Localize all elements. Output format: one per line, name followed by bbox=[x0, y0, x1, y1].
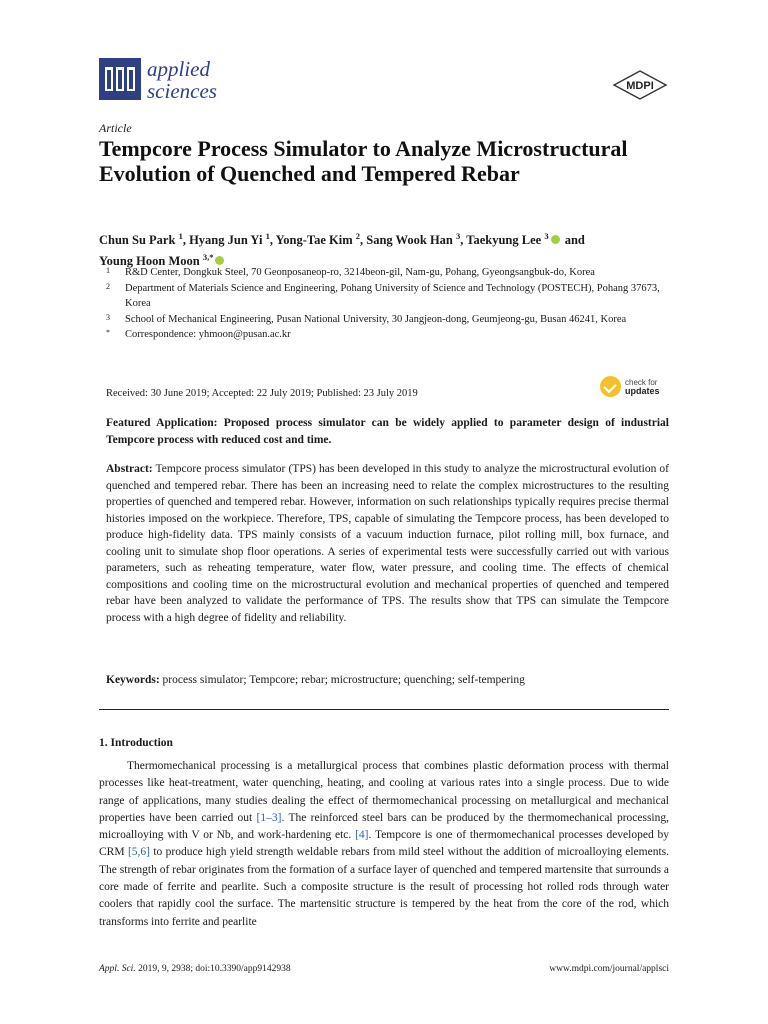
author-affil-sup: 3 bbox=[456, 231, 461, 241]
introduction-paragraph bbox=[99, 758, 669, 931]
orcid-icon[interactable] bbox=[215, 256, 224, 265]
abstract bbox=[106, 461, 669, 626]
affiliation-text: Department of Materials Science and Engineering, Pohang University of Science and Technology (POSTECH), Pohang 37673, Korea bbox=[125, 282, 660, 309]
author-affil-sup: 1 bbox=[178, 231, 183, 241]
author-list: Chun Su Park $^1$, Hyang Jun Yi $^1$, Yong-Tae Kim $^2$, Sang Wook Han $^3$, Taekyung Lee $^3$ and Young Hoon Moon $^{3,*}$ bbox=[99, 231, 585, 269]
author-name[interactable]: Young Hoon Moon bbox=[99, 254, 200, 269]
section-divider bbox=[99, 709, 669, 710]
intro-text: . The reinforced steel bars can be produced by the thermomechanical processing, microalloying with V or Nb, and work-hardening etc. bbox=[99, 811, 669, 842]
correspondence-item bbox=[106, 327, 666, 343]
keywords bbox=[106, 674, 669, 686]
citation-link[interactable]: [1–3] bbox=[256, 811, 282, 824]
updates-badge-line2: updates bbox=[625, 385, 660, 396]
mdpi-logo-text: MDPI bbox=[626, 80, 654, 92]
keywords-label: Keywords: bbox=[106, 674, 160, 686]
author-affil-sup: 3 bbox=[544, 231, 549, 241]
affiliation-item bbox=[106, 312, 666, 328]
mdpi-logo bbox=[612, 70, 668, 100]
publication-dates: Received: 30 June 2019; Accepted: 22 July 2019; Published: 23 July 2019 bbox=[106, 388, 418, 399]
check-for-updates-badge[interactable] bbox=[600, 376, 660, 397]
affiliation-number: 1 bbox=[106, 266, 110, 275]
author-affil-sup: 2 bbox=[355, 231, 360, 241]
affiliation-number: 2 bbox=[106, 281, 110, 291]
affiliation-list bbox=[106, 265, 666, 343]
affiliation-item bbox=[106, 265, 666, 281]
affiliation-text: R&D Center, Dongkuk Steel, 70 Geonposaneop-ro, 3214beon-gil, Nam-gu, Pohang, Gyeongsangbuk-do, Korea bbox=[125, 267, 595, 278]
author-affil-sup: 3,* bbox=[202, 252, 214, 263]
abstract-label: Abstract: bbox=[106, 463, 153, 475]
author-name[interactable]: Yong-Tae Kim bbox=[275, 233, 353, 248]
updates-badge-line1: check for bbox=[625, 377, 658, 387]
author-name[interactable]: Taekyung Lee bbox=[466, 233, 542, 248]
journal-name-line2: sciences bbox=[147, 79, 217, 103]
article-type: Article bbox=[99, 121, 132, 135]
checkmark-icon bbox=[600, 376, 621, 397]
journal-logo bbox=[99, 58, 217, 102]
orcid-icon[interactable] bbox=[551, 235, 560, 244]
author-name[interactable]: Hyang Jun Yi bbox=[189, 233, 263, 248]
journal-name bbox=[147, 58, 217, 102]
abstract-text: Tempcore process simulator (TPS) has been developed in this study to analyze the microstructural evolution of quenched and tempered rebar. There has been an increasing need to relate the complex microstructures to the resulting properties of quenched and tempered rebar. However, information on such relationships typically requires precise thermal histories imposed on the workpiece. Therefore, TPS, capable of simulating the Tempcore process, has been developed to produce high-fidelity data. TPS mainly consists of a vacuum induction furnace, pilot rolling mill, box furnace, and cooling unit to simulate shop floor operations. A series of experimental tests were successfully carried out with various parameters, such as reheating temperature, water flow, water pressure, and cooling time. The effects of chemical compositions and cooling time on the microstructural evolution and mechanical properties of quenched and tempered rebar have been analyzed to validate the performance of TPS. The results show that TPS can simulate the Tempcore process with a high degree of fidelity and reliability. bbox=[106, 463, 669, 624]
affiliation-text: School of Mechanical Engineering, Pusan National University, 30 Jangjeon-dong, Geumjeong-gu, Busan 46241, Korea bbox=[125, 313, 627, 325]
intro-text: to produce high yield strength weldable rebars from mild steel without the addition of microalloying elements. The strength of rebar originates from the formation of a surface layer of quenched and tempered martensite that surrounds a core made of ferrite and pearlite. Such a composite structure is the result of processing hot rolled rods through water coolers that rapidly cool the surface. The martensitic structure is tempered by the heat from the core of the rod, which transforms into ferrite and pearlite bbox=[99, 846, 669, 928]
author-name[interactable]: Sang Wook Han bbox=[366, 233, 453, 248]
citation-link[interactable]: [4] bbox=[355, 829, 369, 842]
intro-text: Thermomechanical processing is a metallurgical process that combines plastic deformation process with thermal processes like heat-treatment, water quenching, heating, and cooling at various rates into a single process. Due to wide range of applications, many studies dealing the effect of thermomechanical processing on metallurgical and mechanical properties have been carried out bbox=[99, 760, 669, 824]
keywords-text: process simulator; Tempcore; rebar; microstructure; quenching; self-tempering bbox=[162, 674, 525, 686]
correspondence-text[interactable]: Correspondence: yhmoon@pusan.ac.kr bbox=[125, 329, 291, 340]
journal-name-line1: applied bbox=[147, 57, 210, 81]
affiliation-item bbox=[106, 281, 666, 312]
affiliation-number: 3 bbox=[106, 312, 110, 322]
footer-citation-text[interactable]: 2019, 9, 2938; doi:10.3390/app9142938 bbox=[138, 964, 291, 974]
citation-link[interactable]: [5,6] bbox=[127, 846, 150, 859]
footer-journal-abbrev: Appl. Sci. bbox=[99, 964, 136, 974]
section-heading: 1. Introduction bbox=[99, 737, 173, 749]
footer-url[interactable]: www.mdpi.com/journal/applsci bbox=[549, 964, 669, 974]
author-affil-sup: 1 bbox=[265, 231, 270, 241]
affiliation-number: * bbox=[106, 328, 110, 337]
intro-text: . Tempcore is one of thermomechanical processes developed by CRM bbox=[99, 829, 670, 859]
featured-application: Featured Application: Proposed process simulator can be widely applied to parameter design of industrial Tempcore process with reduced cost and time. bbox=[106, 417, 669, 446]
applied-sciences-emblem-icon bbox=[99, 58, 141, 100]
author-name[interactable]: Chun Su Park bbox=[99, 233, 176, 248]
footer-citation bbox=[99, 964, 291, 974]
author-connector: and bbox=[564, 233, 585, 248]
paper-title: Tempcore Process Simulator to Analyze Microstructural Evolution of Quenched and Tempered Rebar bbox=[99, 136, 628, 186]
